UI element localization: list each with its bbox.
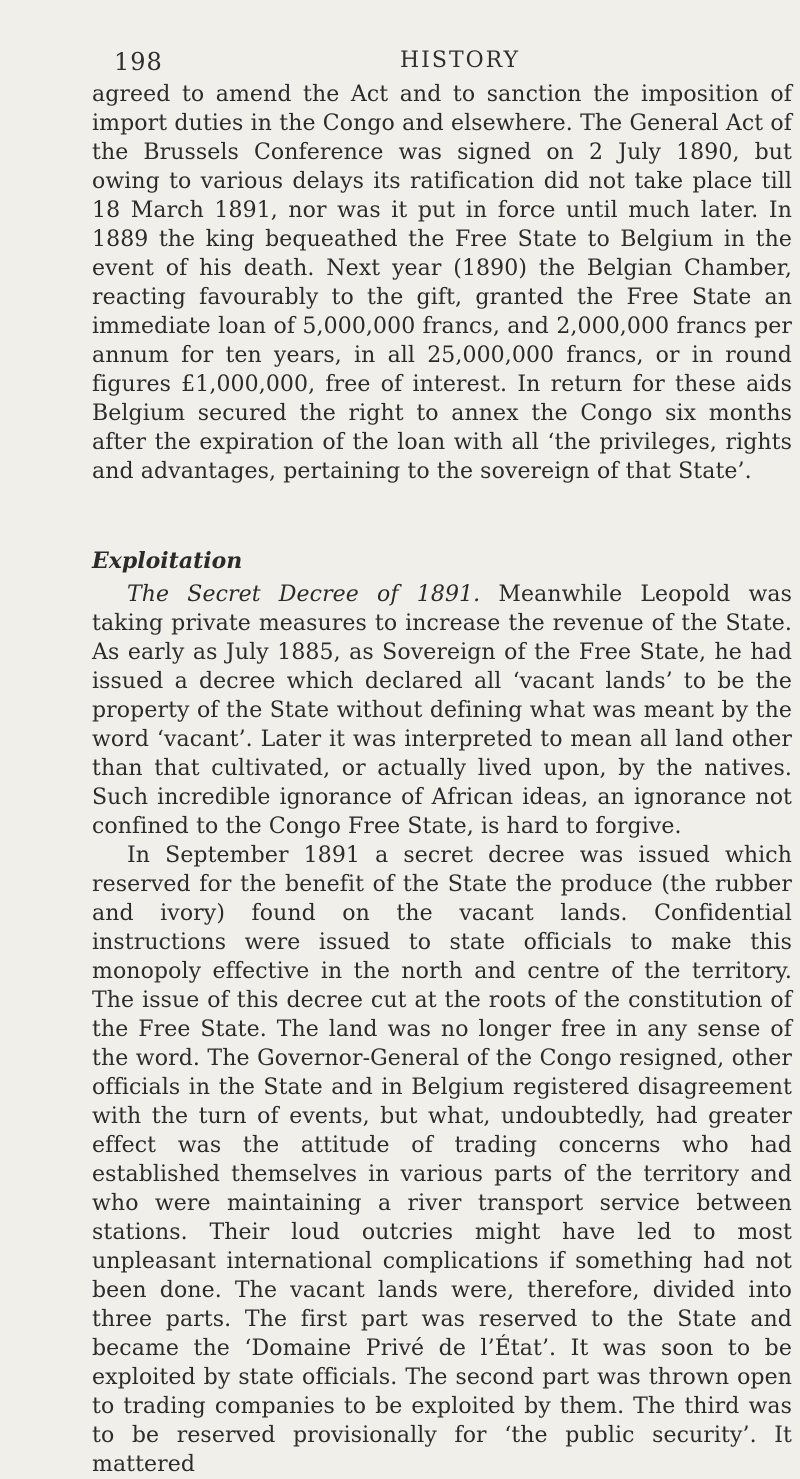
paragraph-secret-decree-text: Meanwhile Leopold was taking private measures to increase the revenue of the State. As early as July 1885, as Sovereign of the Free State, he had issued a decree which declared all ‘vacant lands’ to be the property of the State without defining what was meant by the word ‘vacant’. Later it was interpreted to mean all land other than that cultivated, or actually lived upon, by the natives. Such incredible ignorance of African ideas, an ignorance not confined to the Congo Free State, is hard to forgive. [92,582,792,839]
running-head [92,40,792,80]
paragraph-secret-decree [92,580,792,841]
paragraph-september: In September 1891 a secret decree was issued which reserved for the benefit of the State the produce (the rubber and ivory) found on the vacant lands. Confidential instructions were issued to state officials to make this monopoly effective in the north and centre of the territory. The issue of this decree cut at the roots of the constitution of the Free State. The land was no longer free in any sense of the word. The Governor-General of the Congo resigned, other officials in the State and in Belgium registered disagreement with the turn of events, but what, undoubtedly, had greater effect was the attitude of trading concerns who had established themselves in various parts of the territory and who were maintaining a river transport service between stations. Their loud outcries might have led to most unpleasant international complications if something had not been done. The vacant lands were, therefore, divided into three parts. The first part was reserved to the State and became the ‘Domaine Privé de l’État’. It was soon to be exploited by state officials. The second part was thrown open to trading companies to be exploited by them. The third was to be reserved provisionally for ‘the public security’. It mattered [92,843,792,1477]
run-in-heading: The Secret Decree of 1891. [127,582,481,607]
book-page [92,40,792,1479]
paragraph-opening: agreed to amend the Act and to sanction the imposition of import duties in the Congo and elsewhere. The General Act of the Brussels Conference was signed on 2 July 1890, but owing to various delays its ratification did not take place till 18 March 1891, nor was it put in force until much later. In 1889 the king bequeathed the Free State to Belgium in the event of his death. Next year (1890) the Belgian Chamber, reacting favourably to the gift, granted the Free State an immediate loan of 5,000,000 francs, and 2,000,000 francs per annum for ten years, in all 25,000,000 francs, or in round figures £1,000,000, free of interest. In return for these aids Belgium secured the right to annex the Congo six months after the expiration of the loan with all ‘the privileges, rights and advantages, pertaining to the sovereign of that State’. [92,82,792,484]
running-head-title: HISTORY [400,48,521,73]
section-heading: Exploitation [92,548,243,574]
page-number: 198 [114,48,163,76]
